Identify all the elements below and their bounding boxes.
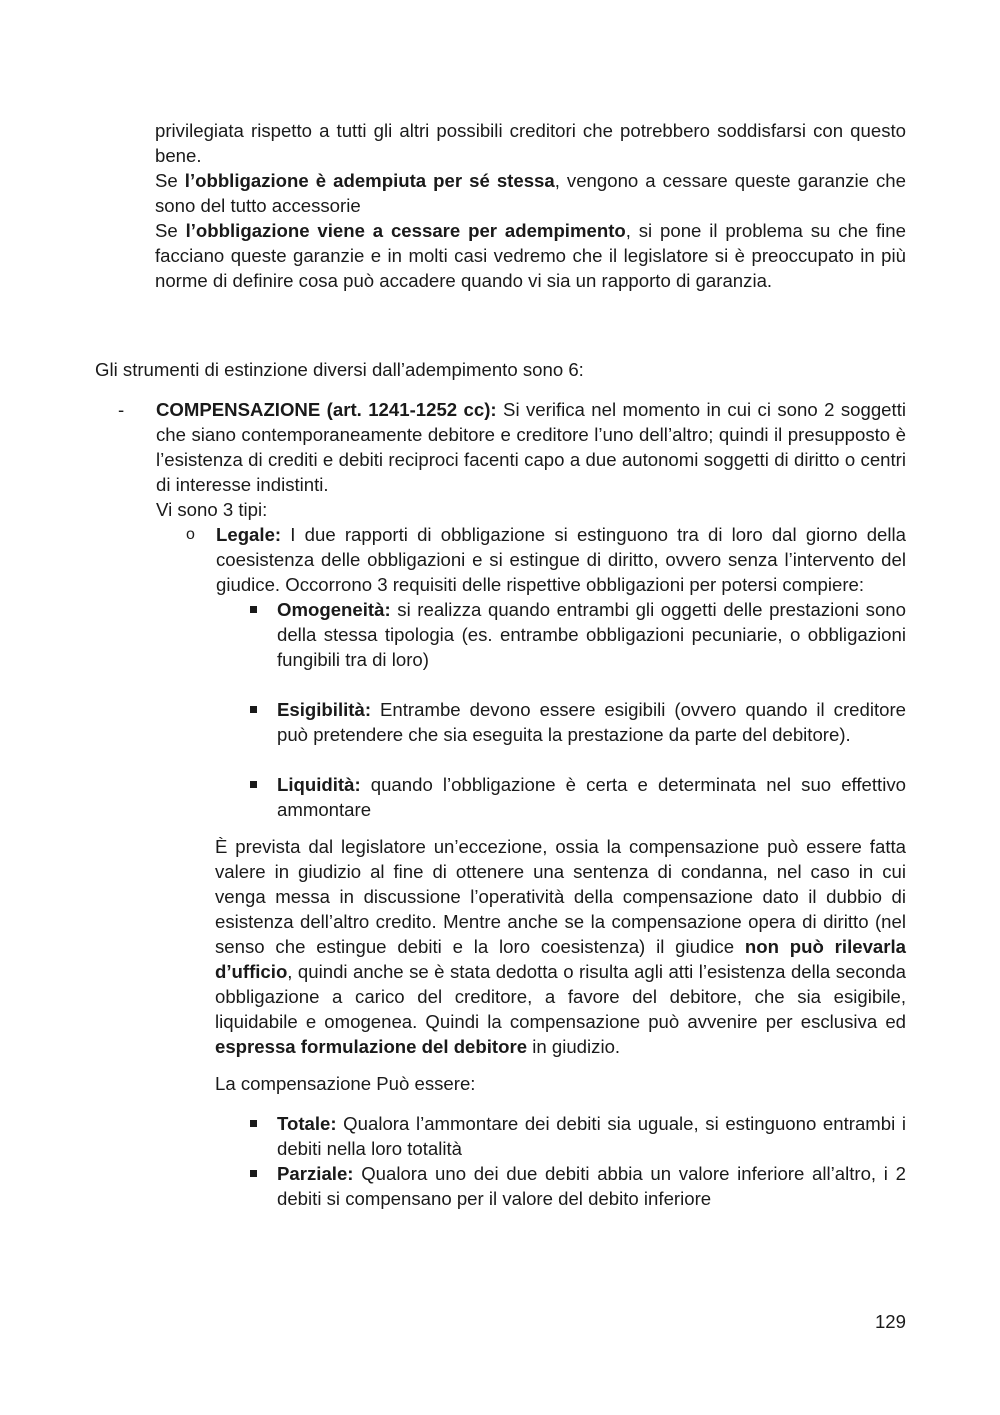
puo-essere-label: La compensazione Può essere: bbox=[215, 1073, 476, 1094]
eccezione-text-2: , quindi anche se è stata dedotta o risulta agli atti l’esistenza della seconda obbligazione a carico del creditore, a favore del debitore, che sia esigibile, liquidabile e omogenea. Quindi la compensazione può avvenire per esclusiva ed bbox=[215, 961, 906, 1032]
compensazione-definition bbox=[156, 397, 906, 497]
compensazione-text: Si verifica nel momento in cui ci sono 2 soggetti che siano contemporaneamente debitore e creditore l’uno dell’altro; quindi il presupposto è l’esistenza di crediti e debiti reciproci facenti capo a due autonomi soggetti di diritto o centri di interesse indistinti. bbox=[156, 399, 906, 495]
legale-title: Legale: bbox=[216, 524, 282, 545]
compensazione-title: COMPENSAZIONE (art. 1241-1252 cc): bbox=[156, 399, 497, 420]
tipo-body: Qualora l’ammontare dei debiti sia uguale, si estinguono entrambi i debiti nella loro totalità bbox=[277, 1113, 906, 1159]
requisito-text bbox=[277, 697, 906, 747]
dash-bullet: - bbox=[118, 399, 125, 420]
list-item-parziale bbox=[95, 1161, 906, 1211]
intro-strumenti: Gli strumenti di estinzione diversi dall’adempimento sono 6: bbox=[95, 359, 584, 380]
page-number: 129 bbox=[874, 1311, 906, 1332]
paragraph-cessare bbox=[155, 218, 906, 293]
bold-adempiuta: l’obbligazione è adempiuta per sé stessa bbox=[184, 170, 555, 191]
square-bullet bbox=[250, 1170, 257, 1177]
legale-body: I due rapporti di obbligazione si estinguono tra di loro dal giorno della coesistenza delle obbligazioni e si estingue di diritto, ovvero senza l’intervento del giudice. Occorrono 3 requisiti delle rispettive obbligazioni per potersi compiere: bbox=[216, 524, 906, 595]
paragraph-adempiuta bbox=[155, 168, 906, 218]
square-bullet bbox=[250, 1120, 257, 1127]
tipo-title: Parziale: bbox=[277, 1163, 354, 1184]
list-item-legale bbox=[95, 522, 906, 597]
tipo-body: Qualora uno dei due debiti abbia un valore inferiore all’altro, i 2 debiti si compensano per il valore del debito inferiore bbox=[277, 1163, 906, 1209]
requisito-text bbox=[277, 597, 906, 672]
requisito-title: Omogeneità: bbox=[277, 599, 391, 620]
requisito-body: Entrambe devono essere esigibili (ovvero quando il creditore può pretendere che sia eseguita la prestazione da parte del debitore). bbox=[277, 699, 906, 745]
section-compensazione bbox=[95, 397, 906, 1211]
requisito-body: si realizza quando entrambi gli oggetti delle prestazioni sono della stessa tipologia (es. entrambe obbligazioni pecuniarie, o obbligazioni fungibili tra di loro) bbox=[277, 599, 906, 670]
requisito-title: Esigibilità: bbox=[277, 699, 372, 720]
square-bullet bbox=[250, 781, 257, 788]
eccezione-block bbox=[95, 834, 906, 1096]
requisito-text bbox=[277, 772, 906, 822]
eccezione-bold-1: non può rilevarla d’ufficio bbox=[215, 936, 907, 982]
tipo-text bbox=[277, 1161, 906, 1211]
circle-bullet: o bbox=[186, 526, 195, 543]
tipi-label: Vi sono 3 tipi: bbox=[156, 499, 268, 520]
requisito-title: Liquidità: bbox=[277, 774, 361, 795]
list-item-compensazione bbox=[95, 397, 906, 522]
top-continuation bbox=[155, 118, 906, 293]
square-bullet bbox=[250, 706, 257, 713]
list-item-liquidita bbox=[95, 772, 906, 822]
requisito-body: quando l’obbligazione è certa e determinata nel suo effettivo ammontare bbox=[277, 774, 906, 820]
text-problema: , si pone il problema su che fine facciano queste garanzie e in molti casi vedremo che il legislatore si è preoccupato in più norme di definire cosa può accadere quando vi sia un rapporto di garanzia. bbox=[155, 220, 906, 291]
tipo-text bbox=[277, 1111, 906, 1161]
eccezione-paragraph bbox=[215, 834, 906, 1059]
bold-cessare: l’obbligazione viene a cessare per adempimento bbox=[185, 220, 626, 241]
text-se: Se bbox=[155, 220, 186, 241]
text-cessare: , vengono a cessare queste garanzie che sono del tutto accessorie bbox=[155, 170, 906, 216]
eccezione-text-3: in giudizio. bbox=[527, 1036, 621, 1057]
list-item-omogeneita bbox=[95, 597, 906, 672]
square-bullet bbox=[250, 606, 257, 613]
eccezione-bold-2: espressa formulazione del debitore bbox=[215, 1036, 528, 1057]
legale-text bbox=[216, 522, 906, 597]
list-item-totale bbox=[95, 1111, 906, 1161]
tipo-title: Totale: bbox=[277, 1113, 337, 1134]
paragraph-privilegiata: privilegiata rispetto a tutti gli altri possibili creditori che potrebbero soddisfarsi con questo bene. bbox=[155, 120, 906, 166]
eccezione-text-1: È prevista dal legislatore un’eccezione, ossia la compensazione può essere fatta valere in giudizio al fine di ottenere una sentenza di condanna, nel caso in cui venga messa in discussione l’operatività della compensazione dato il dubbio di esistenza dell’altro credito. Mentre anche se la compensazione opera di diritto (nel senso che estingue debiti e la loro coesistenza) il giudice bbox=[215, 836, 906, 957]
text-se: Se bbox=[155, 170, 185, 191]
list-item-esigibilita bbox=[95, 697, 906, 747]
